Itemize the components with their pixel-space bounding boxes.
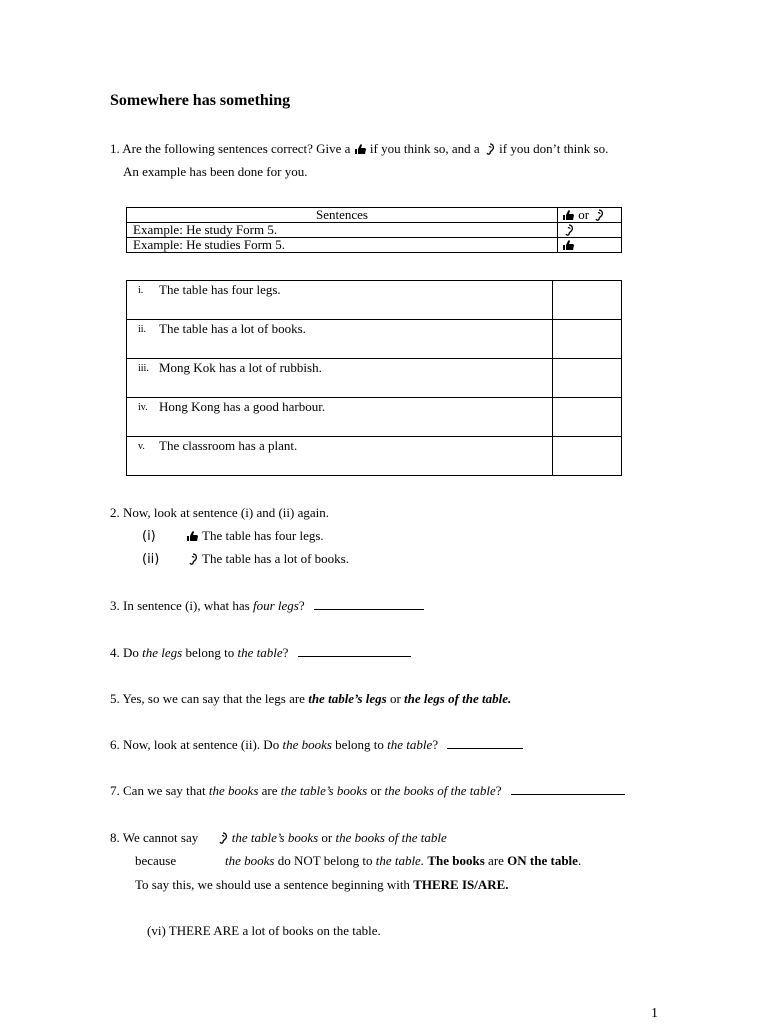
answer-cell[interactable]: [553, 281, 622, 320]
thumbs-up-icon: [186, 530, 199, 542]
example-vi: (vi) THERE ARE a lot of books on the table.: [147, 923, 381, 938]
table-row: [127, 398, 622, 437]
ear-icon: [592, 209, 605, 221]
item-number: iii.: [138, 363, 149, 374]
example-mark: [558, 223, 622, 238]
example-mark: [558, 238, 622, 253]
q2-sub-i: [142, 528, 324, 544]
answer-cell[interactable]: [553, 359, 622, 398]
q8-line3: To say this, we should use a sentence beginning with THERE IS/ARE.: [135, 877, 509, 892]
example-sentence: Example: He studies Form 5.: [127, 238, 558, 253]
sub-label: (i): [142, 529, 156, 544]
table-row: [127, 359, 622, 398]
thumbs-up-icon: [354, 143, 367, 155]
answer-cell[interactable]: [553, 437, 622, 476]
header-marks: or: [558, 208, 622, 223]
table-row: [127, 437, 622, 476]
sub-text: The table has a lot of books.: [202, 551, 349, 566]
ear-icon: [186, 553, 199, 565]
table-row: [127, 238, 622, 253]
page-number: 1: [651, 1006, 658, 1021]
q1-line1: 1. Are the following sentences correct? Give a if you think so, and a if you don’t think so.: [110, 141, 609, 156]
table-header-row: [127, 208, 622, 223]
page-title: Somewhere has something: [110, 92, 291, 109]
answer-blank[interactable]: [298, 645, 411, 657]
q3: 3. In sentence (i), what has four legs?: [110, 598, 424, 614]
q2-text: 2. Now, look at sentence (i) and (ii) again.: [110, 505, 330, 520]
example-table: [126, 207, 622, 253]
answer-cell[interactable]: [553, 398, 622, 437]
thumbs-up-icon: [562, 239, 575, 251]
item-text: Mong Kok has a lot of rubbish.: [159, 360, 322, 375]
q1-line2: An example has been done for you.: [123, 164, 308, 179]
sub-label: (ii): [142, 552, 160, 567]
item-number: v.: [138, 441, 145, 452]
q4: 4. Do the legs belong to the table?: [110, 645, 411, 661]
thumbs-up-icon: [562, 209, 575, 221]
item-text: The table has a lot of books.: [159, 321, 306, 336]
table-row: [127, 223, 622, 238]
sentence-cell: [127, 281, 553, 320]
q8-line2: because the books do NOT belong to the table. The books are ON the table.: [135, 853, 582, 868]
q2-sub-ii: [142, 551, 349, 567]
header-sentences: Sentences: [127, 208, 558, 223]
q5: 5. Yes, so we can say that the legs are the table’s legs or the legs of the table.: [110, 691, 512, 706]
item-number: iv.: [138, 402, 148, 413]
sub-text: The table has four legs.: [202, 528, 324, 543]
answer-blank[interactable]: [511, 783, 625, 795]
q8-line1: 8. We cannot say the table’s books or the books of the table: [110, 830, 447, 845]
item-text: Hong Kong has a good harbour.: [159, 399, 326, 414]
sentence-cell: [127, 437, 553, 476]
q6: 6. Now, look at sentence (ii). Do the books belong to the table?: [110, 737, 523, 753]
ear-icon: [562, 224, 575, 236]
sentence-cell: [127, 359, 553, 398]
ear-icon: [216, 832, 229, 844]
q7: 7. Can we say that the books are the table’s books or the books of the table?: [110, 783, 625, 799]
table-row: [127, 281, 622, 320]
table-row: [127, 320, 622, 359]
item-number: ii.: [138, 324, 147, 335]
item-text: The table has four legs.: [159, 282, 281, 297]
sentences-table: [126, 280, 622, 476]
answer-blank[interactable]: [314, 598, 424, 610]
answer-blank[interactable]: [447, 737, 523, 749]
ear-icon: [483, 143, 496, 155]
answer-cell[interactable]: [553, 320, 622, 359]
example-sentence: Example: He study Form 5.: [127, 223, 558, 238]
item-number: i.: [138, 285, 144, 296]
sentence-cell: [127, 398, 553, 437]
item-text: The classroom has a plant.: [159, 438, 298, 453]
sentence-cell: [127, 320, 553, 359]
